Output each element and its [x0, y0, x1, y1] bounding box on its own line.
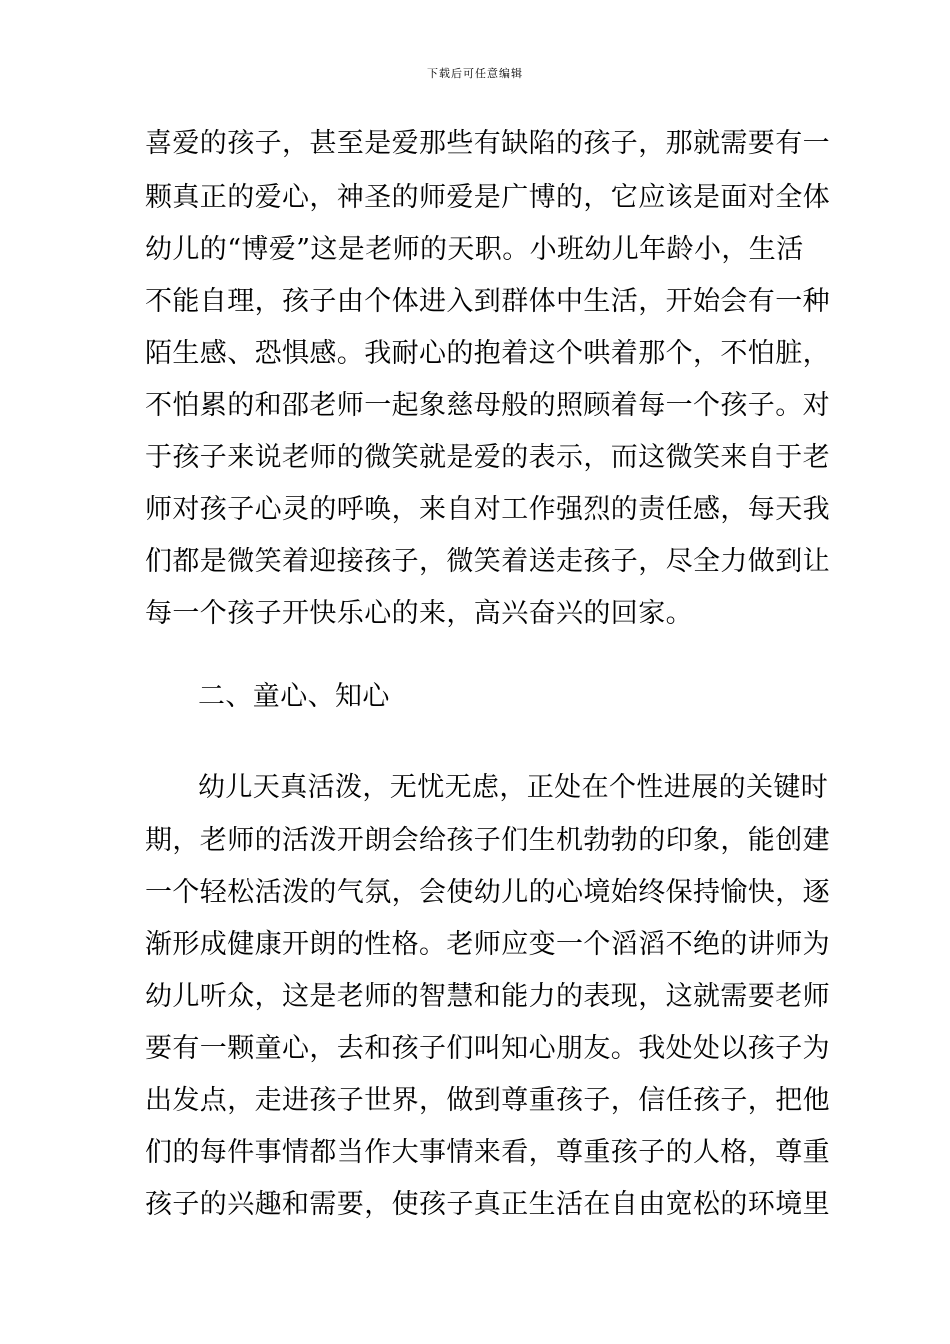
paragraph-line: 期，老师的活泼开朗会给孩子们生机勃勃的印象，能创建 [145, 825, 830, 856]
paragraph-line: 陌生感、恐惧感。我耐心的抱着这个哄着那个，不怕脏， [145, 338, 830, 369]
paragraph-line: 孩子的兴趣和需要，使孩子真正生活在自由宽松的环境里 [145, 1189, 830, 1220]
paragraph-line: 喜爱的孩子，甚至是爱那些有缺陷的孩子，那就需要有一 [145, 128, 830, 159]
paragraph-line: 出发点，走进孩子世界，做到尊重孩子，信任孩子，把他 [145, 1085, 830, 1116]
paragraph-line: 不怕累的和邵老师一起象慈母般的照顾着每一个孩子。对 [145, 390, 830, 421]
paragraph-line: 幼儿天真活泼，无忧无虑，正处在个性进展的关键时 [198, 772, 829, 803]
paragraph-line: 们都是微笑着迎接孩子，微笑着送走孩子，尽全力做到让 [145, 546, 830, 577]
paragraph-line: 于孩子来说老师的微笑就是爱的表示，而这微笑来自于老 [145, 442, 830, 473]
paragraph-line: 幼儿的“博爱”这是老师的天职。小班幼儿年龄小，生活 [145, 234, 804, 265]
paragraph-line: 们的每件事情都当作大事情来看，尊重孩子的人格，尊重 [145, 1137, 830, 1168]
paragraph-line: 一个轻松活泼的气氛，会使幼儿的心境始终保持愉快，逐 [145, 877, 830, 908]
page-header-note: 下载后可任意编辑 [427, 67, 523, 80]
section-heading: 二、童心、知心 [198, 681, 390, 712]
paragraph-line: 师对孩子心灵的呼唤，来自对工作强烈的责任感，每天我 [145, 494, 830, 525]
paragraph-line: 每一个孩子开快乐心的来，高兴奋兴的回家。 [145, 598, 693, 629]
paragraph-line: 不能自理，孩子由个体进入到群体中生活，开始会有一种 [145, 286, 830, 317]
paragraph-line: 颗真正的爱心，神圣的师爱是广博的，它应该是面对全体 [145, 182, 830, 213]
paragraph-line: 渐形成健康开朗的性格。老师应变一个滔滔不绝的讲师为 [145, 929, 830, 960]
paragraph-line: 幼儿听众，这是老师的智慧和能力的表现，这就需要老师 [145, 981, 830, 1012]
paragraph-line: 要有一颗童心，去和孩子们叫知心朋友。我处处以孩子为 [145, 1033, 830, 1064]
